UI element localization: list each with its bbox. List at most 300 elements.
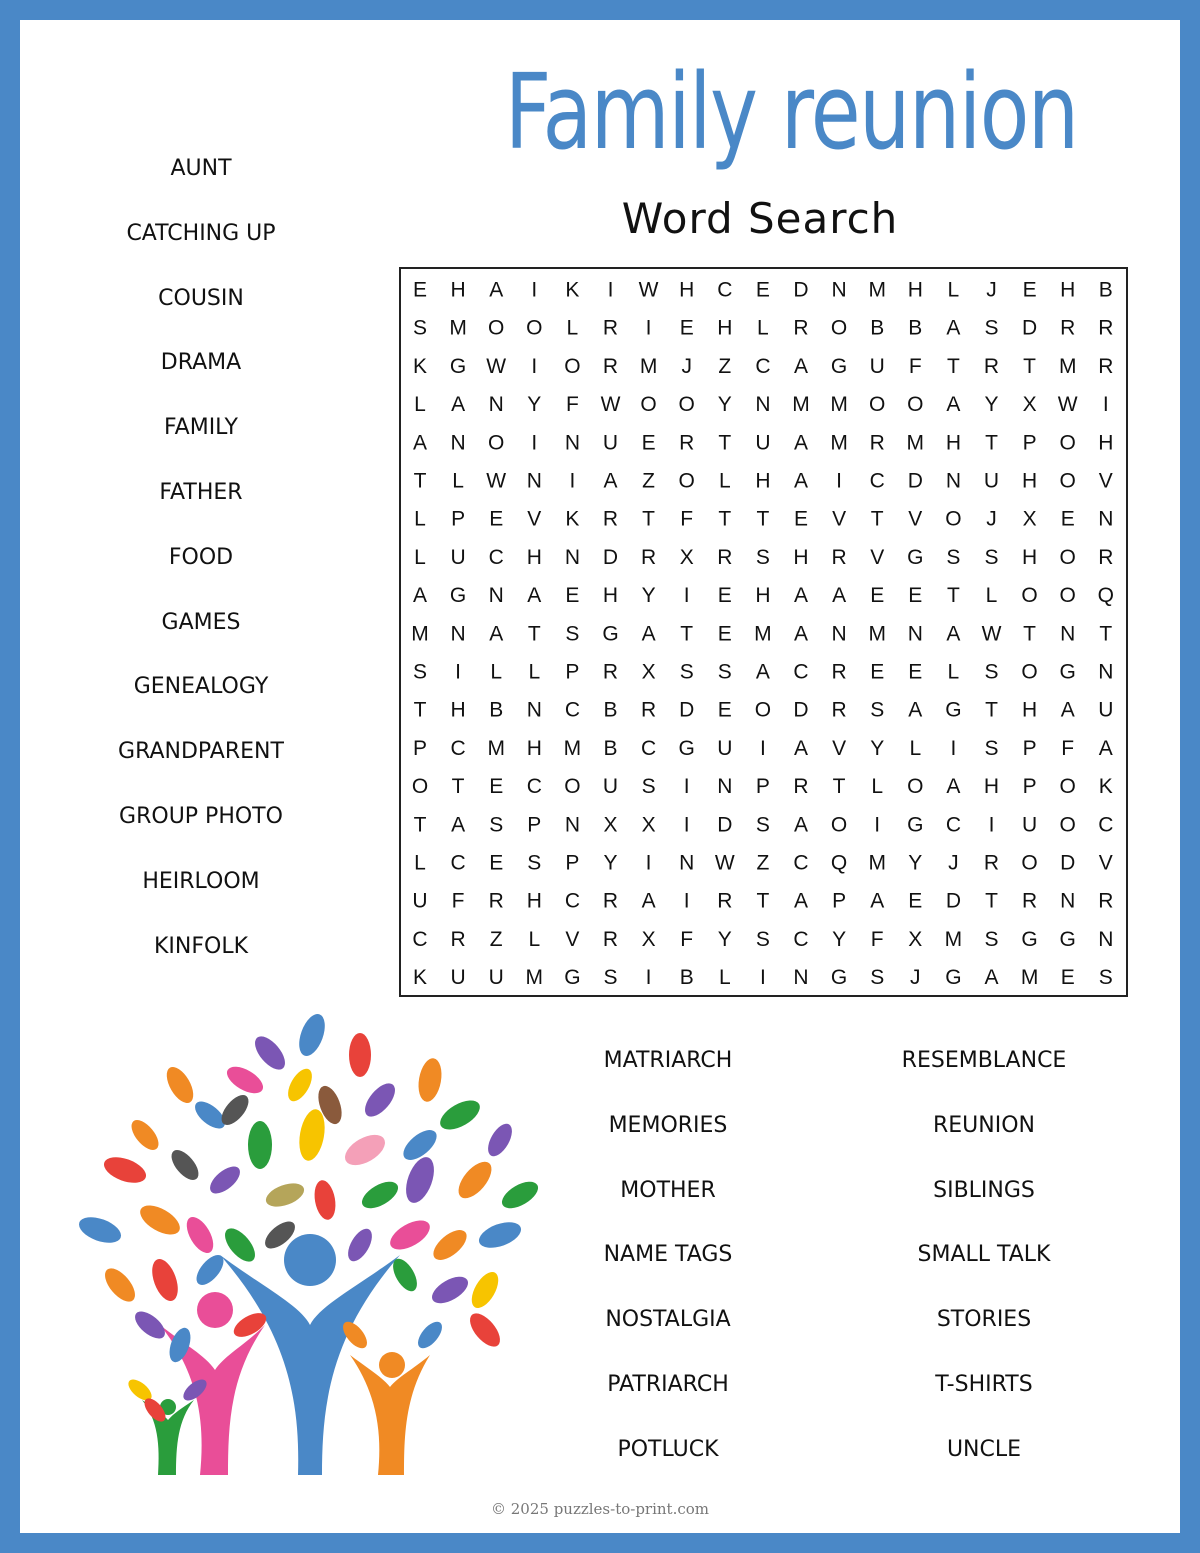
- grid-letter: L: [985, 584, 998, 608]
- grid-letter: S: [984, 927, 999, 951]
- grid-letter: H: [1098, 431, 1114, 455]
- grid-letter: H: [983, 775, 1000, 799]
- grid-letter: C: [488, 545, 504, 569]
- grid-letter: T: [718, 507, 732, 531]
- grid-letter: T: [756, 507, 770, 531]
- grid-letter: F: [908, 354, 922, 378]
- grid-letter: E: [717, 584, 732, 608]
- grid-letter: N: [1060, 889, 1076, 913]
- grid-letter: N: [793, 966, 809, 990]
- grid-letter: N: [564, 813, 580, 837]
- grid-letter: M: [1058, 354, 1077, 378]
- grid-letter: T: [680, 622, 694, 646]
- grid-letter: E: [489, 507, 504, 531]
- grid-letter: R: [602, 660, 619, 684]
- grid-letter: N: [488, 393, 504, 417]
- grid-letter: L: [871, 775, 884, 799]
- word-list-bottom-left: [518, 1035, 818, 1489]
- grid-letter: Y: [984, 393, 999, 417]
- grid-letter: H: [526, 889, 542, 913]
- grid-letter: V: [908, 507, 923, 531]
- grid-letter: N: [831, 622, 847, 646]
- word-list-item: CATCHING UP: [126, 220, 276, 246]
- grid-letter: R: [602, 507, 619, 531]
- grid-letter: W: [600, 393, 621, 417]
- grid-letter: S: [412, 316, 428, 340]
- grid-letter: E: [1022, 278, 1037, 302]
- grid-letter: O: [678, 469, 695, 493]
- grid-letter: H: [602, 584, 619, 608]
- grid-letter: C: [564, 698, 580, 722]
- word-list-left: [70, 145, 332, 987]
- grid-letter: N: [679, 851, 695, 875]
- word-list-item: GRANDPARENT: [118, 739, 284, 765]
- grid-letter: L: [909, 736, 922, 760]
- grid-letter: U: [602, 431, 619, 455]
- grid-letter: I: [683, 813, 690, 837]
- grid-letter: T: [832, 775, 846, 799]
- grid-letter: C: [793, 851, 809, 875]
- grid-letter: A: [489, 622, 504, 646]
- grid-letter: V: [1098, 469, 1113, 493]
- grid-letter: H: [526, 736, 542, 760]
- grid-letter: L: [414, 393, 426, 417]
- grid-letter: D: [793, 698, 809, 722]
- grid-letter: E: [755, 278, 770, 302]
- grid-letter: S: [984, 660, 999, 684]
- word-list-item: GAMES: [161, 609, 241, 635]
- grid-letter: A: [641, 622, 656, 646]
- grid-letter: I: [531, 354, 538, 378]
- grid-letter: Z: [718, 354, 732, 378]
- grid-letter: H: [1022, 545, 1038, 569]
- grid-letter: L: [566, 316, 579, 340]
- grid-letter: O: [1021, 584, 1038, 608]
- grid-letter: I: [531, 431, 538, 455]
- grid-letter: A: [451, 813, 466, 837]
- grid-letter: E: [489, 851, 504, 875]
- grid-letter: F: [680, 507, 694, 531]
- grid-letter: O: [526, 316, 543, 340]
- grid-letter: A: [755, 660, 770, 684]
- grid-letter: S: [489, 813, 504, 837]
- grid-letter: O: [564, 775, 581, 799]
- grid-letter: A: [793, 469, 809, 493]
- grid-letter: S: [984, 736, 999, 760]
- grid-letter: I: [950, 736, 957, 760]
- grid-letter: S: [870, 698, 885, 722]
- grid-letter: C: [1098, 813, 1114, 837]
- grid-letter: G: [449, 584, 467, 608]
- grid-letter: M: [449, 316, 467, 340]
- grid-letter: E: [908, 660, 923, 684]
- grid-letter: H: [526, 545, 542, 569]
- grid-letter: A: [793, 584, 809, 608]
- grid-letter: C: [945, 813, 961, 837]
- grid-letter: K: [565, 278, 580, 302]
- grid-letter: O: [1021, 660, 1038, 684]
- grid-letter: C: [793, 660, 809, 684]
- grid-letter: Y: [717, 393, 732, 417]
- grid-letter: M: [639, 354, 658, 378]
- grid-letter: G: [1059, 660, 1076, 684]
- grid-letter: M: [830, 393, 848, 417]
- grid-letter: R: [831, 660, 847, 684]
- grid-letter: T: [946, 584, 960, 608]
- grid-letter: N: [450, 431, 466, 455]
- word-list-item: MOTHER: [620, 1177, 716, 1203]
- grid-letter: E: [489, 775, 504, 799]
- grid-letter: G: [830, 354, 848, 378]
- grid-letter: E: [412, 278, 428, 302]
- grid-letter: A: [1060, 698, 1075, 722]
- grid-letter: K: [1098, 775, 1113, 799]
- grid-letter: X: [679, 545, 694, 569]
- grid-letter: P: [527, 813, 542, 837]
- grid-letter: Y: [832, 927, 847, 951]
- grid-letter: G: [602, 622, 619, 646]
- grid-letter: A: [946, 393, 961, 417]
- grid-letter: T: [1023, 354, 1037, 378]
- grid-letter: O: [907, 775, 924, 799]
- grid-letter: S: [603, 966, 618, 990]
- grid-letter: R: [831, 698, 847, 722]
- grid-letter: G: [449, 354, 467, 378]
- grid-letter: S: [412, 660, 428, 684]
- grid-letter: D: [1022, 316, 1038, 340]
- grid-letter: R: [679, 431, 695, 455]
- grid-letter: G: [678, 736, 695, 760]
- grid-letter: N: [1098, 507, 1114, 531]
- grid-letter: R: [602, 927, 619, 951]
- grid-letter: U: [869, 354, 885, 378]
- grid-letter: I: [607, 278, 614, 302]
- grid-letter: G: [945, 966, 962, 990]
- grid-letter: H: [450, 698, 466, 722]
- grid-letter: G: [1059, 927, 1076, 951]
- grid-letter: P: [1022, 736, 1037, 760]
- grid-letter: I: [759, 736, 766, 760]
- grid-letter: S: [1098, 966, 1113, 990]
- grid-letter: C: [526, 775, 542, 799]
- grid-letter: R: [1060, 316, 1076, 340]
- family-tree-icon: [60, 1005, 560, 1485]
- grid-letter: M: [411, 622, 429, 646]
- grid-letter: N: [564, 545, 580, 569]
- grid-letter: O: [907, 393, 924, 417]
- grid-letter: M: [906, 431, 925, 455]
- grid-letter: U: [488, 966, 504, 990]
- grid-letter: C: [793, 927, 809, 951]
- word-list-item: GENEALOGY: [133, 674, 269, 700]
- grid-letter: A: [946, 775, 961, 799]
- grid-letter: R: [983, 354, 1000, 378]
- grid-letter: O: [1059, 584, 1076, 608]
- grid-letter: E: [908, 584, 923, 608]
- grid-letter: J: [910, 966, 921, 990]
- grid-letter: L: [490, 660, 503, 684]
- grid-letter: O: [1059, 431, 1076, 455]
- word-list-item: KINFOLK: [153, 933, 249, 959]
- word-list-item: STORIES: [936, 1307, 1032, 1333]
- grid-letter: L: [757, 316, 769, 340]
- grid-letter: R: [450, 927, 466, 951]
- grid-letter: L: [528, 660, 541, 684]
- word-list-item: AUNT: [170, 156, 232, 181]
- grid-letter: E: [870, 660, 885, 684]
- grid-letter: F: [680, 927, 694, 951]
- word-list-item: GROUP PHOTO: [119, 803, 283, 829]
- grid-letter: A: [832, 584, 847, 608]
- grid-letter: C: [755, 354, 771, 378]
- grid-letter: I: [683, 775, 690, 799]
- grid-letter: A: [527, 584, 542, 608]
- grid-letter: B: [1098, 278, 1113, 302]
- grid-letter: M: [487, 736, 505, 760]
- grid-letter: U: [1022, 813, 1038, 837]
- grid-letter: W: [638, 278, 659, 302]
- grid-letter: M: [754, 622, 772, 646]
- grid-letter: C: [412, 927, 428, 951]
- word-list-item: FOOD: [168, 544, 234, 570]
- grid-letter: M: [563, 736, 582, 760]
- grid-letter: N: [1060, 622, 1076, 646]
- grid-letter: Z: [642, 469, 656, 493]
- grid-letter: O: [488, 431, 505, 455]
- grid-letter: N: [450, 622, 466, 646]
- word-list-item: REUNION: [932, 1112, 1035, 1138]
- grid-letter: I: [645, 851, 652, 875]
- grid-letter: S: [755, 813, 770, 837]
- grid-letter: Y: [870, 736, 885, 760]
- grid-letter: R: [717, 889, 733, 913]
- grid-letter: N: [717, 775, 733, 799]
- grid-letter: G: [564, 966, 581, 990]
- grid-letter: V: [565, 927, 580, 951]
- grid-letter: J: [681, 354, 692, 378]
- grid-letter: D: [793, 278, 809, 302]
- grid-letter: A: [793, 813, 809, 837]
- grid-letter: O: [830, 316, 848, 340]
- grid-letter: R: [793, 316, 809, 340]
- grid-letter: T: [642, 507, 656, 531]
- grid-letter: M: [525, 966, 544, 990]
- grid-letter: E: [717, 622, 732, 646]
- grid-letter: R: [983, 851, 1000, 875]
- word-list-item: T-SHIRTS: [935, 1371, 1033, 1397]
- grid-letter: X: [1022, 393, 1037, 417]
- grid-letter: G: [945, 698, 962, 722]
- grid-letter: E: [870, 584, 885, 608]
- grid-letter: A: [793, 622, 809, 646]
- grid-letter: J: [986, 507, 997, 531]
- word-list-item: SMALL TALK: [917, 1242, 1051, 1268]
- grid-letter: P: [451, 507, 466, 531]
- grid-letter: M: [868, 851, 886, 875]
- grid-letter: O: [869, 393, 886, 417]
- grid-letter: H: [679, 278, 695, 302]
- grid-letter: F: [870, 927, 884, 951]
- grid-letter: I: [1102, 393, 1109, 417]
- grid-letter: G: [907, 545, 924, 569]
- grid-letter: N: [755, 393, 771, 417]
- grid-letter: A: [793, 354, 809, 378]
- grid-letter: E: [641, 431, 656, 455]
- grid-letter: A: [641, 889, 656, 913]
- grid-letter: O: [1059, 545, 1076, 569]
- grid-letter: O: [1059, 469, 1076, 493]
- grid-letter: R: [869, 431, 885, 455]
- grid-letter: K: [412, 354, 428, 378]
- word-list-item: FATHER: [159, 479, 243, 505]
- grid-letter: O: [564, 354, 581, 378]
- grid-letter: U: [412, 889, 428, 913]
- word-list-item: PATRIARCH: [607, 1371, 729, 1397]
- grid-letter: G: [830, 966, 848, 990]
- grid-letter: G: [907, 813, 924, 837]
- grid-letter: R: [602, 354, 619, 378]
- grid-letter: E: [717, 698, 732, 722]
- grid-letter: N: [831, 278, 847, 302]
- grid-letter: Y: [908, 851, 923, 875]
- grid-letter: Q: [1097, 584, 1114, 608]
- grid-letter: N: [526, 698, 542, 722]
- grid-letter: A: [870, 889, 885, 913]
- grid-letter: E: [679, 316, 694, 340]
- grid-letter: V: [832, 507, 847, 531]
- grid-letter: X: [603, 813, 618, 837]
- grid-letter: O: [1059, 813, 1076, 837]
- grid-letter: U: [1098, 698, 1114, 722]
- grid-letter: J: [948, 851, 959, 875]
- grid-letter: Y: [603, 851, 618, 875]
- grid-letter: C: [869, 469, 885, 493]
- grid-letter: B: [489, 698, 504, 722]
- grid-letter: W: [1057, 393, 1078, 417]
- grid-letter: M: [868, 278, 886, 302]
- word-list-item: MATRIARCH: [603, 1048, 733, 1073]
- grid-letter: B: [908, 316, 923, 340]
- grid-letter: L: [718, 469, 731, 493]
- grid-letter: R: [641, 545, 657, 569]
- grid-letter: Z: [489, 927, 503, 951]
- grid-letter: S: [641, 775, 656, 799]
- grid-letter: B: [603, 698, 618, 722]
- grid-letter: E: [565, 584, 580, 608]
- grid-letter: I: [531, 278, 538, 302]
- grid-letter: R: [831, 545, 847, 569]
- grid-letter: H: [450, 278, 466, 302]
- grid-letter: R: [717, 545, 733, 569]
- grid-letter: I: [683, 584, 690, 608]
- grid-letter: L: [414, 545, 426, 569]
- word-list-item: MEMORIES: [608, 1112, 728, 1138]
- grid-letter: R: [1098, 545, 1114, 569]
- grid-letter: E: [793, 507, 809, 531]
- grid-letter: X: [908, 927, 923, 951]
- grid-letter: A: [793, 431, 809, 455]
- grid-letter: L: [528, 927, 541, 951]
- grid-letter: V: [870, 545, 885, 569]
- grid-letter: T: [985, 431, 998, 455]
- grid-letter: B: [870, 316, 885, 340]
- grid-letter: W: [486, 469, 507, 493]
- grid-letter: P: [565, 851, 580, 875]
- grid-letter: R: [793, 775, 809, 799]
- grid-letter: A: [908, 698, 923, 722]
- word-list-item: RESEMBLANCE: [901, 1048, 1067, 1073]
- grid-letter: H: [907, 278, 923, 302]
- grid-letter: W: [486, 354, 507, 378]
- grid-letter: L: [947, 660, 960, 684]
- grid-letter: C: [564, 889, 580, 913]
- grid-letter: Y: [717, 927, 732, 951]
- grid-letter: S: [984, 545, 999, 569]
- grid-letter: I: [836, 469, 843, 493]
- word-list-item: SIBLINGS: [933, 1177, 1035, 1203]
- grid-letter: R: [1098, 316, 1114, 340]
- grid-letter: V: [1098, 851, 1113, 875]
- grid-letter: K: [412, 966, 428, 990]
- grid-letter: U: [450, 966, 466, 990]
- grid-letter: O: [640, 393, 657, 417]
- grid-letter: R: [1098, 354, 1114, 378]
- grid-letter: Z: [756, 851, 770, 875]
- grid-letter: A: [793, 736, 809, 760]
- word-list-item: COUSIN: [158, 285, 244, 311]
- grid-letter: P: [412, 736, 428, 760]
- grid-letter: D: [679, 698, 695, 722]
- grid-letter: P: [565, 660, 580, 684]
- grid-letter: Y: [527, 393, 542, 417]
- grid-letter: S: [717, 660, 732, 684]
- grid-letter: T: [413, 469, 427, 493]
- grid-letter: O: [678, 393, 695, 417]
- grid-letter: U: [602, 775, 619, 799]
- grid-letter: R: [641, 698, 657, 722]
- grid-letter: B: [603, 736, 618, 760]
- grid-letter: R: [602, 316, 619, 340]
- grid-letter: H: [1060, 278, 1076, 302]
- grid-letter: T: [413, 698, 427, 722]
- grid-letter: N: [526, 469, 542, 493]
- grid-letter: N: [945, 469, 961, 493]
- grid-letter: T: [985, 698, 998, 722]
- grid-letter: A: [946, 622, 961, 646]
- grid-letter: P: [755, 775, 770, 799]
- grid-letter: M: [830, 431, 848, 455]
- grid-letter: D: [907, 469, 923, 493]
- grid-letter: N: [488, 584, 504, 608]
- grid-letter: U: [983, 469, 1000, 493]
- grid-letter: V: [832, 736, 847, 760]
- grid-letter: J: [986, 278, 997, 302]
- grid-letter: A: [603, 469, 618, 493]
- grid-letter: E: [908, 889, 923, 913]
- grid-letter: H: [717, 316, 733, 340]
- grid-letter: T: [756, 889, 770, 913]
- grid-letter: F: [451, 889, 465, 913]
- grid-letter: T: [527, 622, 541, 646]
- grid-letter: E: [1060, 507, 1075, 531]
- grid-letter: H: [755, 469, 771, 493]
- grid-letter: R: [1022, 889, 1038, 913]
- grid-letter: T: [718, 431, 732, 455]
- page-title: Family reunion: [504, 51, 1078, 173]
- family-tree-illustration: [60, 1005, 560, 1485]
- grid-letter: F: [1061, 736, 1075, 760]
- grid-letter: S: [679, 660, 694, 684]
